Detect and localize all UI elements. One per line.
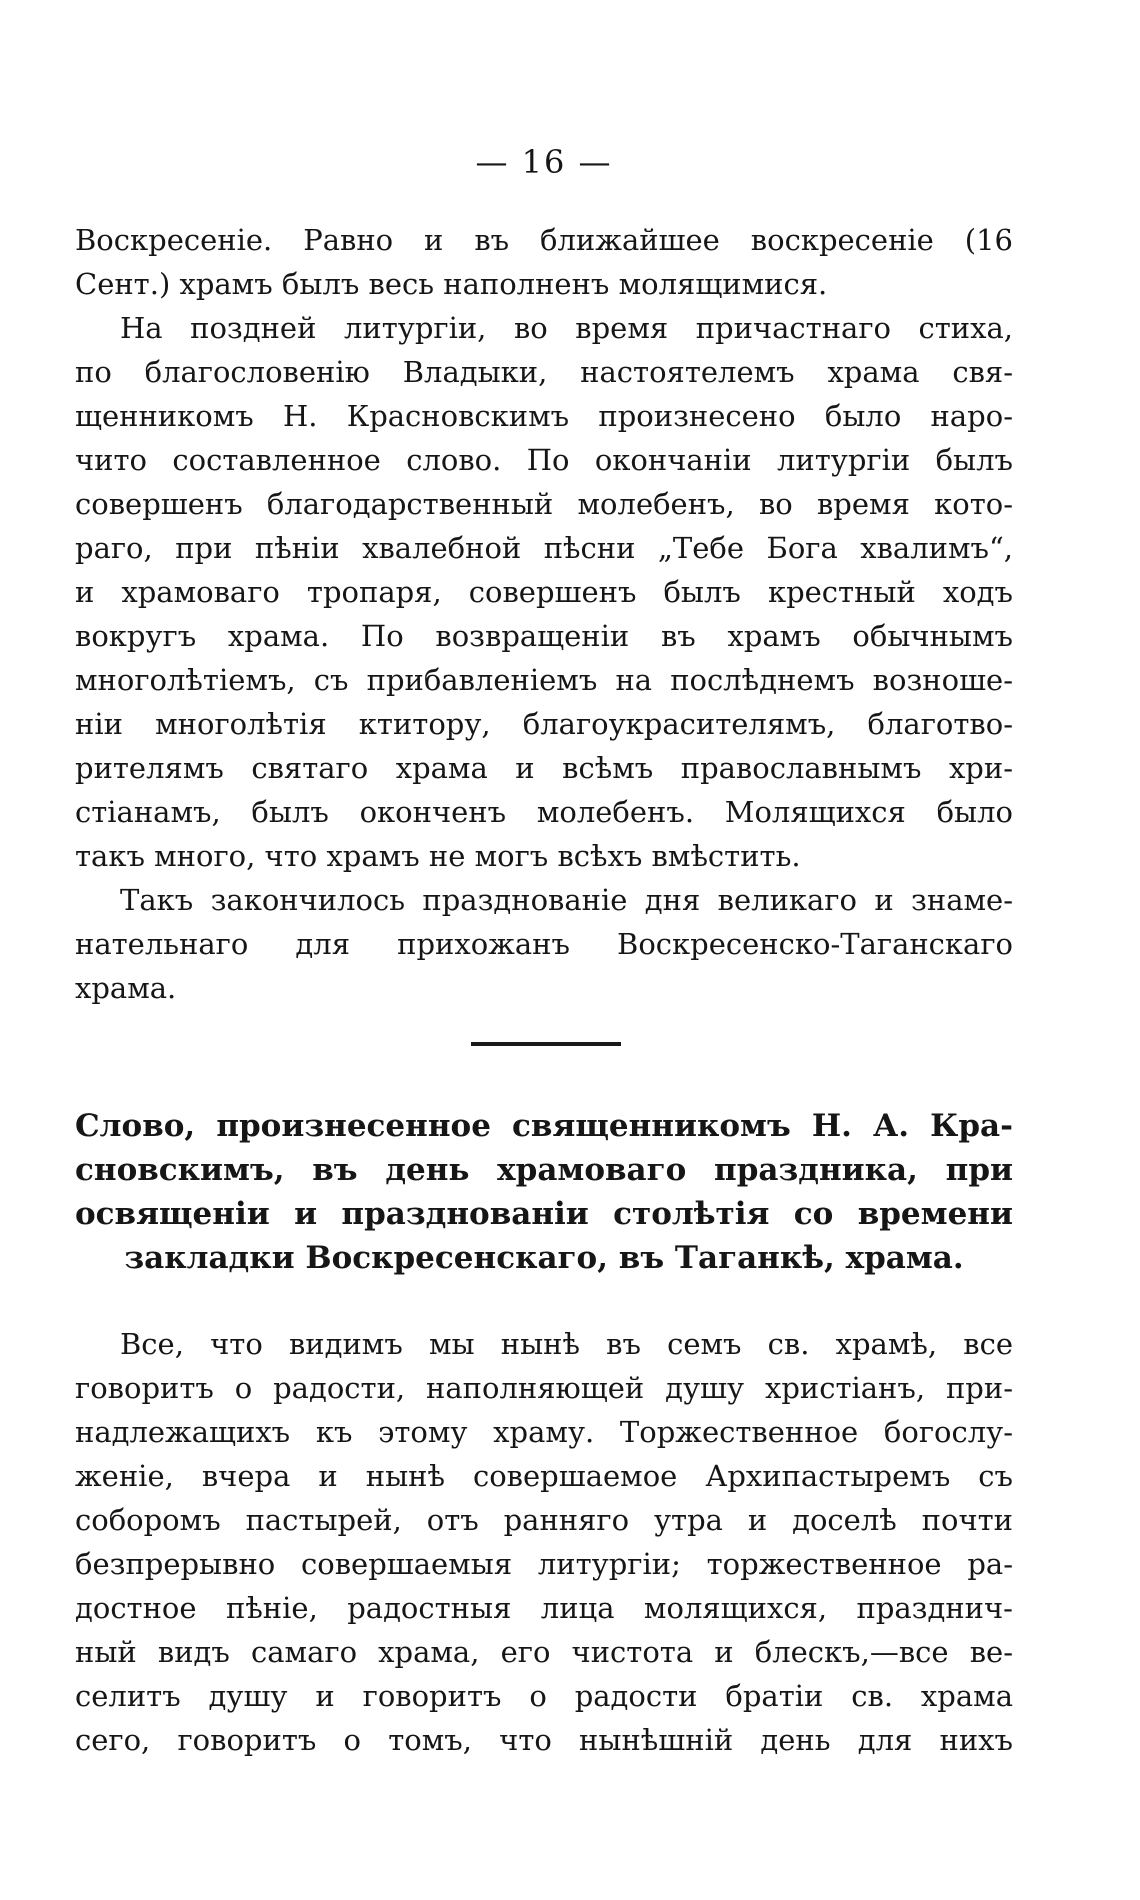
text-line: ный видъ самаго храма, его чистота и блескъ,—все ве- (75, 1635, 1013, 1669)
text-line: ніи многолѣтія ктитору, благоукрасителямъ, благотво- (75, 707, 1013, 741)
text-line: сего, говоритъ о томъ, что нынѣшній день для нихъ (75, 1723, 1013, 1757)
page-number: — 16 — (475, 143, 613, 181)
text-line: надлежащихъ къ этому храму. Торжественное богослу- (75, 1415, 1013, 1449)
text-line: вокругъ храма. По возвращеніи въ храмъ обычнымъ (75, 619, 1013, 653)
title-line: Слово, произнесенное священникомъ Н. А. Кра- (75, 1108, 1013, 1144)
text-line: храма. (75, 971, 177, 1005)
document-page (75, 0, 1013, 1900)
text-line: щенникомъ Н. Красновскимъ произнесено было наро- (75, 399, 1013, 433)
title-line: сновскимъ, въ день храмоваго праздника, при (75, 1152, 1013, 1188)
text-line: На поздней литургіи, во время причастнаго стиха, (120, 311, 1013, 345)
section-divider (471, 1042, 621, 1046)
text-line: Все, что видимъ мы нынѣ въ семъ св. храмѣ, все (120, 1327, 1013, 1361)
title-line: освященіи и празднованіи столѣтія со времени (75, 1196, 1013, 1232)
text-section-1 (75, 218, 1013, 1010)
text-line: говоритъ о радости, наполняющей душу христіанъ, при- (75, 1371, 1013, 1405)
text-line: безпрерывно совершаемыя литургіи; торжественное ра- (75, 1547, 1013, 1581)
text-line: женіе, вчера и нынѣ совершаемое Архипастыремъ съ (75, 1459, 1013, 1493)
text-line: по благословенію Владыки, настоятелемъ храма свя- (75, 355, 1013, 389)
text-line: Сент.) храмъ былъ весь наполненъ молящимися. (75, 267, 828, 301)
text-line: раго, при пѣніи хвалебной пѣсни „Тебе Бога хвалимъ“, (75, 531, 1013, 565)
text-line: рителямъ святаго храма и всѣмъ православнымъ хри- (75, 751, 1013, 785)
text-line: селитъ душу и говоритъ о радости братіи св. храма (75, 1679, 1013, 1713)
text-line: достное пѣніе, радостныя лица молящихся, празднич- (75, 1591, 1013, 1625)
text-line: нательнаго для прихожанъ Воскресенско-Таганскаго (75, 927, 1013, 961)
text-line: такъ много, что храмъ не могъ всѣхъ вмѣстить. (75, 839, 801, 873)
text-line: и храмоваго тропаря, совершенъ былъ крестный ходъ (75, 575, 1013, 609)
text-line: Воскресеніе. Равно и въ ближайшее воскресеніе (16 (75, 223, 1013, 257)
text-line: Такъ закончилось празднованіе дня великаго и знаме- (120, 883, 1013, 917)
sermon-title (75, 1104, 1013, 1280)
text-section-2 (75, 1322, 1013, 1762)
text-line: стіанамъ, былъ оконченъ молебенъ. Молящихся было (75, 795, 1013, 829)
text-line: совершенъ благодарственный молебенъ, во время кото- (75, 487, 1013, 521)
text-line: соборомъ пастырей, отъ ранняго утра и доселѣ почти (75, 1503, 1013, 1537)
title-line: закладки Воскресенскаго, въ Таганкѣ, храма. (124, 1240, 964, 1276)
text-line: чито составленное слово. По окончаніи литургіи былъ (75, 443, 1013, 477)
text-line: многолѣтіемъ, съ прибавленіемъ на послѣднемъ возноше- (75, 663, 1013, 697)
